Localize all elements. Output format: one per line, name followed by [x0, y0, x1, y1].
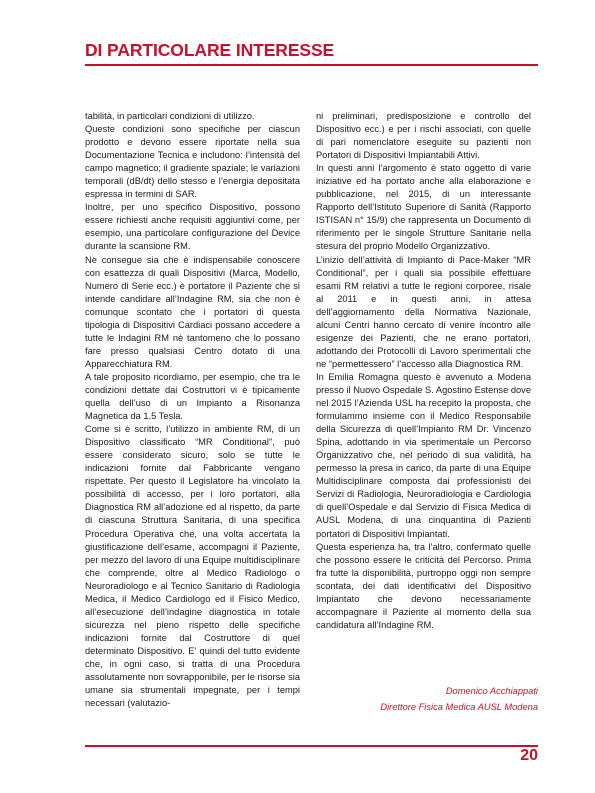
- paragraph: A tale proposito ricordiamo, per esempio, che tra le condizioni dettate dai Costruttori vi è tipicamente quella dell’uso di un Impianto a Risonanza Magnetica da 1.5 Tesla.: [85, 371, 300, 422]
- paragraph: In questi anni l’argomento è stato oggetto di varie iniziative ed ha portato anche alla elaborazione e pubblicazione, nel 2015, di un interessante Rapporto dell’Istituto Superiore di Sanità (Rapporto ISTISAN n° 15/9) che rappresenta un Documento di riferimento per le singole Strutture Sanitarie nella stesura del proprio Modello Organizzativo.: [316, 163, 531, 252]
- footer-divider: [85, 745, 538, 747]
- header-divider: [85, 64, 538, 66]
- page-number: 20: [520, 747, 538, 764]
- paragraph: Ne consegue sia che è indispensabile conoscere con esattezza di quali Dispositivi (Marca, Modello, Numero di Serie ecc.) è portatore il Paziente che si intende candidare all’Indagine RM, sia che non è comunque scontato che i portatori di questa tipologia di Dispositivi Cardiaci possano accedere a tutte le Indagini RM nè tantomeno che lo possano fare presso qualsiasi Centro dotato di una Apparecchiatura RM.: [85, 254, 300, 369]
- paragraph: L’inizio dell’attività di Impianto di Pace-Maker “MR Conditional”, per i quali sia possibile effettuare esami RM relativi a tutte le regioni corporee, risale al 2011 e in questi anni, in attesa dell’aggiornamento della Normativa Nazionale, alcuni Centri hanno cercato di venire incontro alle esigenze dei Pazienti, che ne erano portatori, adottando dei Protocolli di Lavoro sperimentali che ne “permettessero” l’accesso alla Diagnostica RM.: [316, 254, 531, 369]
- section-title: DI PARTICOLARE INTERESSE: [85, 40, 335, 60]
- paragraph: ni preliminari, predisposizione e controllo del Dispositivo ecc.) e per i rischi associati, con quelle di pari nomenclatore eseguite su pazienti non Portatori di Dispositivi Impiantabili Attivi.: [316, 111, 531, 161]
- author-role: Direttore Fisica Medica AUSL Modena: [380, 702, 538, 712]
- paragraph: In Emilia Romagna questo è avvenuto a Modena presso il Nuovo Ospedale S. Agostino Estense dove nel 2015 l’Azienda USL ha recepito la proposta, che formulammo insieme con il Medico Responsabile della Sicurezza di quell’Impianto RM Dr. Vincenzo Spina, adottando in via sperimentale un Percorso Organizzativo che, nel periodo di sua validità, ha permesso la presa in carico, da parte di una Equipe Multidisciplinare composta dai professionisti dei Servizi di Radiologia, Neuroradiologia e Cardiologia di quell’Ospedale e dal Servizio di Fisica Medica di AUSL Modena, di una cinquantina di Pazienti portatori di Dispositivi Impiantati.: [316, 371, 531, 539]
- author-name: Domenico Acchiappati: [445, 686, 538, 696]
- paragraph: tabilità, in particolari condizioni di utilizzo.: [85, 111, 255, 121]
- paragraph: Inoltre, per uno specifico Dispositivo, possono essere richiesti anche requisiti aggiuntivi come, per esempio, una particolare configurazione del Device durante la scansione RM.: [85, 202, 300, 252]
- right-text-column: [316, 110, 531, 632]
- paragraph: Queste condizioni sono specifiche per ciascun prodotto e devono essere riportate nella sua Documentazione Tecnica e includono: l’intensità del campo magnetico; il gradiente spaziale; le variazioni temporali (dB/dt) dello stesso e l’energia depositata espressa in termini di SAR.: [85, 124, 300, 200]
- left-text-column: [85, 110, 300, 710]
- paragraph: Come si è scritto, l’utilizzo in ambiente RM, di un Dispositivo classificato “MR Conditional”, può essere considerato sicuro, solo se tutte le indicazioni fornite dal Fabbricante vengano rispettate. Per questo il Legislatore ha vincolato la possibilità di accesso, per i loro portatori, alla Diagnostica RM all’adozione ed al rispetto, da parte di ciascuna Struttura Sanitaria, di una specifica Procedura Operativa che, una volta accertata la giustificazione dell’esame, accompagni il Paziente, per mezzo del lavoro di una Equipe multidisciplinare che comprende, oltre al Medico Radiologo o Neuroradiologo e al Tecnico Sanitario di Radiologia Medica, il Medico Cardiologo ed il Fisico Medico, all’esecuzione dell’indagine diagnostica in totale sicurezza nel pieno rispetto delle specifiche indicazioni fornite dal Costruttore di quel determinato Dispositivo. E’ quindi del tutto evidente che, in ogni caso, si tratta di una Procedura assolutamente non sovrapponibile, per le risorse sia umane sia strumentali impegnate, per i tempi necessari (valutazio-: [85, 424, 300, 709]
- author-signature: [316, 683, 538, 715]
- paragraph: Questa esperienza ha, tra l’altro, confermato quelle che possono essere le criticità del Percorso. Prima fra tutte la disponibilità, purtroppo oggi non sempre scontata, dei dati identificativi del Dispositivo Impiantato che devono necessariamente accompagnare il Paziente al momento della sua candidatura all’Indagine RM.: [316, 541, 531, 630]
